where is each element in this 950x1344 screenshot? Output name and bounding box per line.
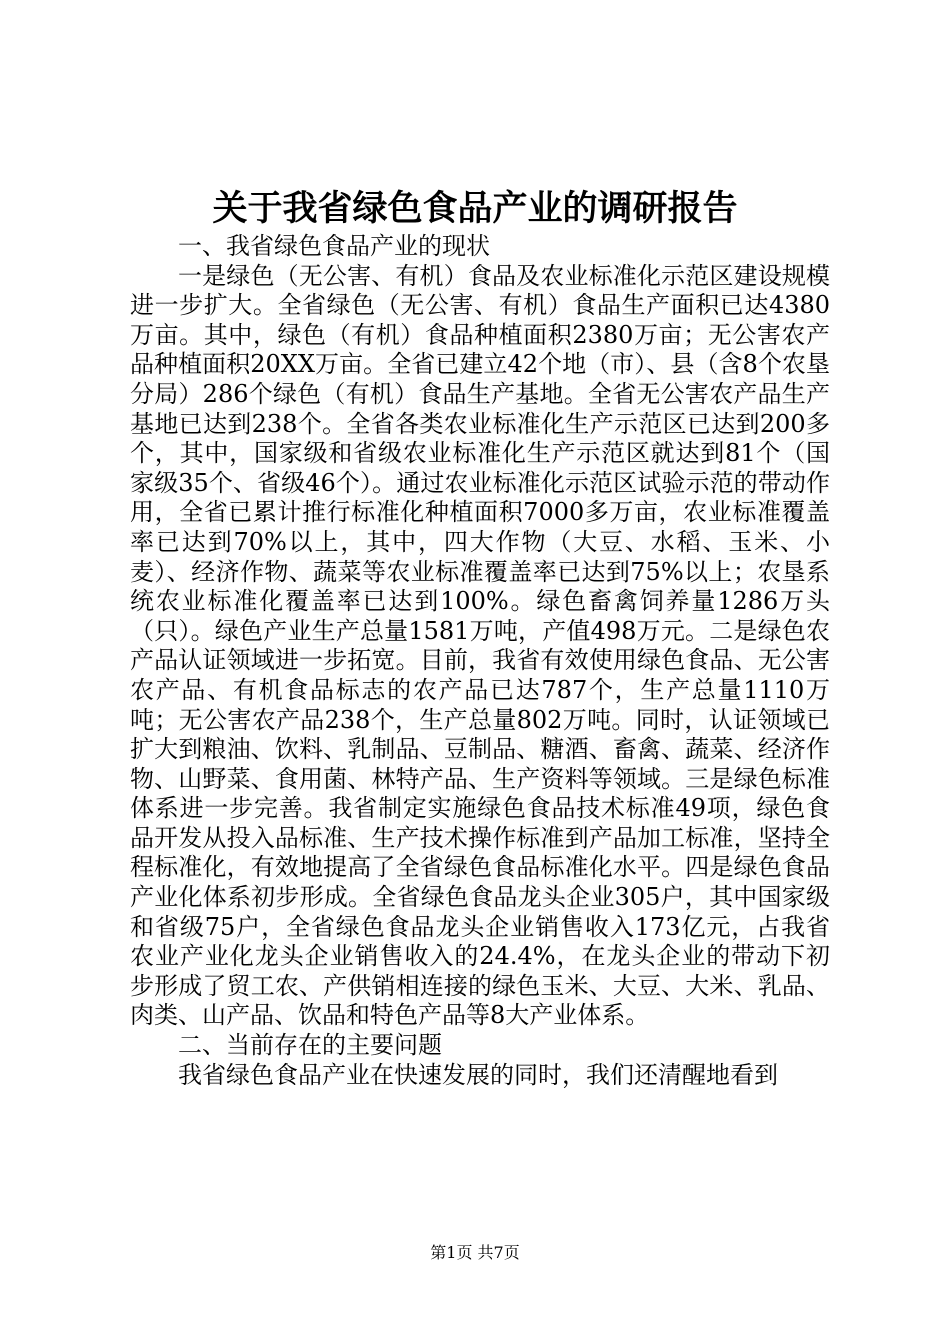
document-body <box>130 232 830 1090</box>
document-title: 关于我省绿色食品产业的调研报告 <box>212 188 738 229</box>
page-number-footer: 第1页 共7页 <box>430 1243 520 1262</box>
section-1-paragraph: 一是绿色（无公害、有机）食品及农业标准化示范区建设规模进一步扩大。全省绿色（无公害、有机）食品生产面积已达4380万亩。其中，绿色（有机）食品种植面积2380万亩；无公害农产品种植面积20XX万亩。全省已建立42个地（市）、县（含8个农垦分局）286个绿色（有机）食品生产基地。全省无公害农产品生产基地已达到238个。全省各类农业标准化生产示范区已达到200多个，其中，国家级和省级农业标准化生产示范区就达到81个（国家级35个、省级46个）。通过农业标准化示范区试验示范的带动作用，全省已累计推行标准化种植面积7000多万亩，农业标准覆盖率已达到70%以上，其中，四大作物（大豆、水稻、玉米、小麦）、经济作物、蔬菜等农业标准覆盖率已达到75%以上；农垦系统农业标准化覆盖率已达到100%。绿色畜禽饲养量1286万头（只）。绿色产业生产总量1581万吨，产值498万元。二是绿色农产品认证领域进一步拓宽。目前，我省有效使用绿色食品、无公害农产品、有机食品标志的农产品已达787个，生产总量1110万吨；无公害农产品238个，生产总量802万吨。同时，认证领域已扩大到粮油、饮料、乳制品、豆制品、糖酒、畜禽、蔬菜、经济作物、山野菜、食用菌、林特产品、生产资料等领域。三是绿色标准体系进一步完善。我省制定实施绿色食品技术标准49项，绿色食品开发从投入品标准、生产技术操作标准到产品加工标准，坚持全程标准化，有效地提高了全省绿色食品标准化水平。四是绿色食品产业化体系初步形成。全省绿色食品龙头企业305户，其中国家级和省级75户，全省绿色食品龙头企业销售收入173亿元，占我省农业产业化龙头企业销售收入的24.4%，在龙头企业的带动下初步形成了贸工农、产供销相连接的绿色玉米、大豆、大米、乳品、肉类、山产品、饮品和特色产品等8大产业体系。 <box>130 261 830 1030</box>
section-2-heading: 二、当前存在的主要问题 <box>178 1031 442 1060</box>
section-1-heading: 一、我省绿色食品产业的现状 <box>178 232 490 260</box>
section-2-paragraph: 我省绿色食品产业在快速发展的同时，我们还清醒地看到 <box>178 1060 778 1089</box>
